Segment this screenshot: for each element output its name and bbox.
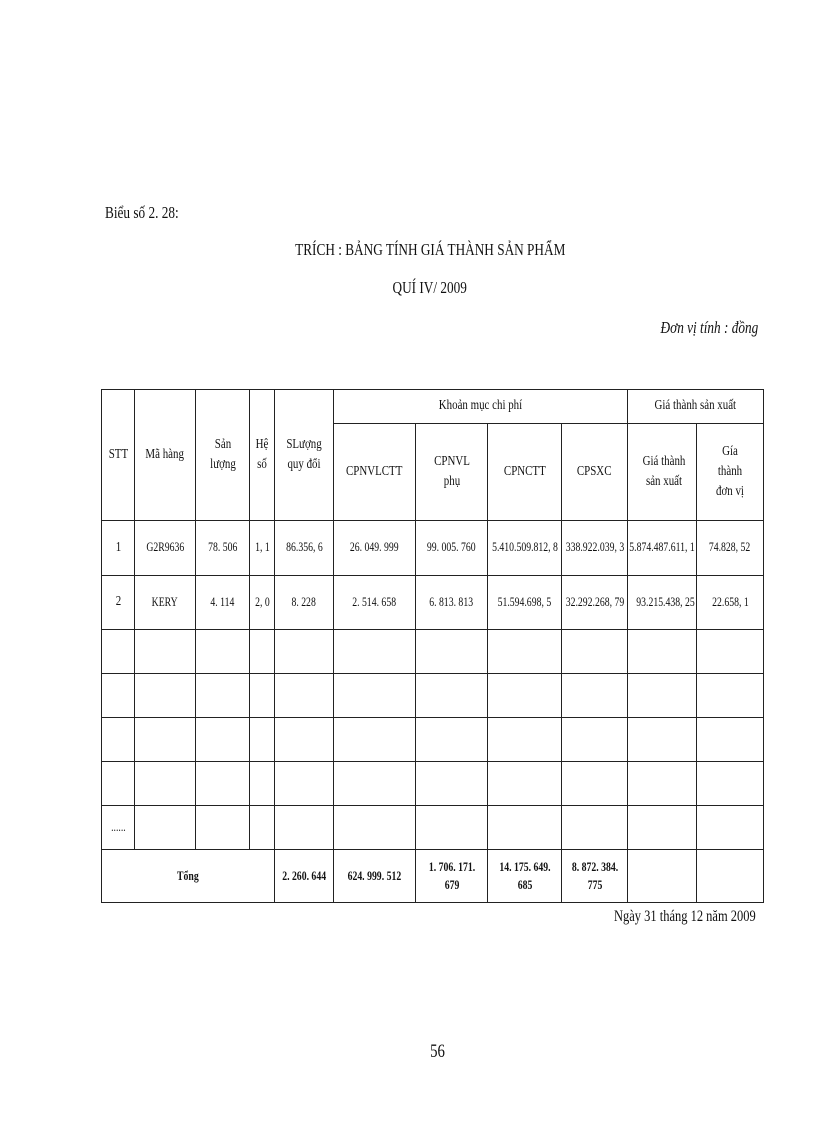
- header-stt: STT: [102, 390, 135, 521]
- cell-cpnvlctt: 2. 514. 658: [334, 576, 416, 630]
- cell-stt: 2: [102, 576, 135, 630]
- cell-san-luong: 4. 114: [196, 576, 250, 630]
- cell-gia-thanh-dv: 22.658, 1: [697, 576, 764, 630]
- document-title: TRÍCH : BẢNG TÍNH GIÁ THÀNH SẢN PHẨM: [294, 240, 566, 259]
- total-row: [102, 850, 764, 903]
- footer-date: Ngày 31 tháng 12 năm 2009: [614, 908, 756, 925]
- header-san-luong: Sản lượng: [196, 390, 250, 521]
- empty-row: [102, 762, 764, 806]
- form-label: Biểu số 2. 28:: [105, 203, 179, 222]
- cell-he-so: 2, 0: [250, 576, 275, 630]
- header-gia-thanh-group: Giá thành sản xuất: [628, 390, 764, 424]
- document-period: QUÍ IV/ 2009: [392, 278, 468, 297]
- cell-cpsxc: 32.292.268, 79: [562, 576, 628, 630]
- cell-cpnctt: 5.410.509.812, 8: [488, 521, 562, 576]
- cell-gia-thanh-dv: 74.828, 52: [697, 521, 764, 576]
- empty-row: [102, 674, 764, 718]
- cell-ma-hang: G2R9636: [135, 521, 196, 576]
- total-sl-quy-doi: 2. 260. 644: [275, 850, 334, 903]
- cell-cpnvl-phu: 6. 813. 813: [416, 576, 488, 630]
- header-he-so: Hệ số: [250, 390, 275, 521]
- cell-san-luong: 78. 506: [196, 521, 250, 576]
- total-cpnctt: 14. 175. 649. 685: [488, 850, 562, 903]
- cell-cpnctt: 51.594.698, 5: [488, 576, 562, 630]
- cell-gia-thanh-sx: 5.874.487.611, 1: [628, 521, 697, 576]
- cell-sl-quy-doi: 86.356, 6: [275, 521, 334, 576]
- header-gia-thanh-sx: Giá thành sản xuất: [628, 424, 697, 521]
- cell-cpsxc: 338.922.039, 3: [562, 521, 628, 576]
- header-sl-quy-doi: SLượng quy đổi: [275, 390, 334, 521]
- header-gia-thanh-dv: Gía thành đơn vị: [697, 424, 764, 521]
- header-cpnvlctt: CPNVLCTT: [334, 424, 416, 521]
- header-cpnvl-phu: CPNVL phụ: [416, 424, 488, 521]
- ellipsis-row: [102, 806, 764, 850]
- empty-row: [102, 718, 764, 762]
- header-cpnctt: CPNCTT: [488, 424, 562, 521]
- total-cpnvl-phu: 1. 706. 171. 679: [416, 850, 488, 903]
- unit-note: Đơn vị tính : đồng: [660, 318, 758, 337]
- cell-he-so: 1, 1: [250, 521, 275, 576]
- empty-row: [102, 630, 764, 674]
- header-cpsxc: CPSXC: [562, 424, 628, 521]
- table-row: [102, 576, 764, 630]
- total-label: Tổng: [102, 850, 275, 903]
- header-khoan-muc: Khoản mục chi phí: [334, 390, 628, 424]
- cost-table: [101, 389, 764, 903]
- cell-sl-quy-doi: 8. 228: [275, 576, 334, 630]
- ellipsis-cell: ......: [102, 806, 135, 850]
- total-cpnvlctt: 624. 999. 512: [334, 850, 416, 903]
- table-row: [102, 521, 764, 576]
- header-row-1: [102, 390, 764, 424]
- cell-stt: 1: [102, 521, 135, 576]
- cell-gia-thanh-sx: 93.215.438, 25: [628, 576, 697, 630]
- cell-cpnvl-phu: 99. 005. 760: [416, 521, 488, 576]
- cell-cpnvlctt: 26. 049. 999: [334, 521, 416, 576]
- page-number: 56: [429, 1041, 445, 1062]
- total-cpsxc: 8. 872. 384. 775: [562, 850, 628, 903]
- header-ma-hang: Mã hàng: [135, 390, 196, 521]
- cell-ma-hang: KERY: [135, 576, 196, 630]
